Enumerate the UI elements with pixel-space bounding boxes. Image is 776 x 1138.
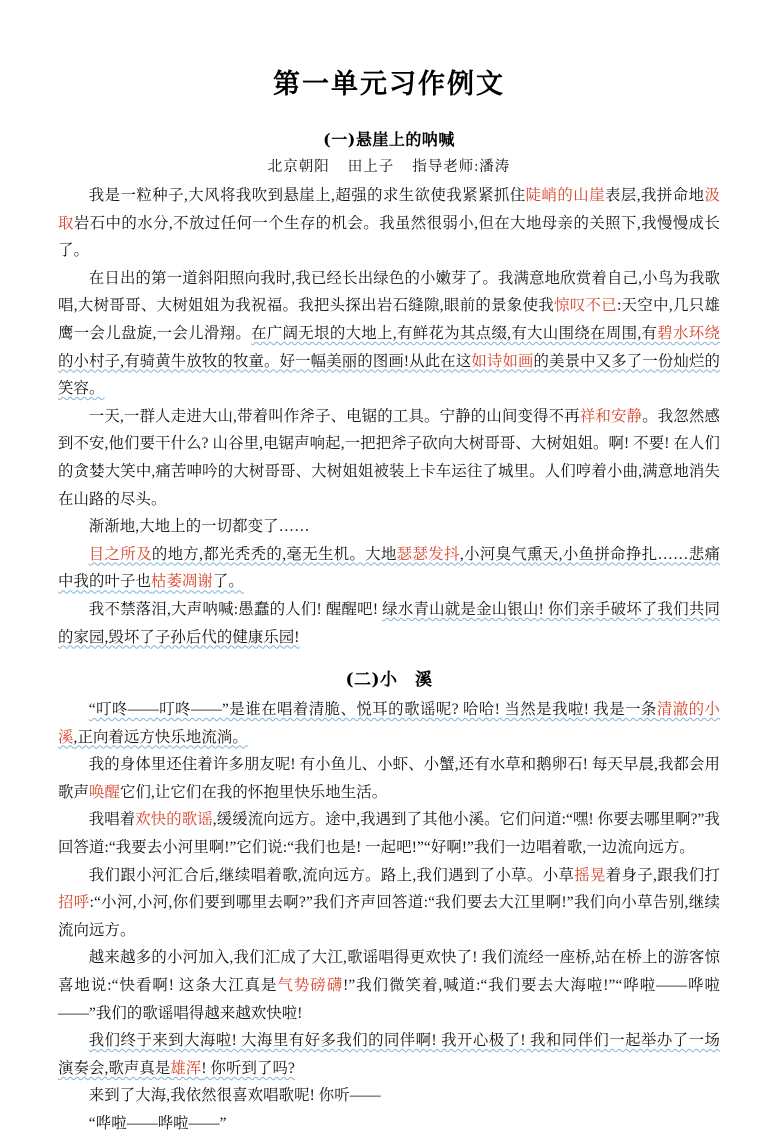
essay-1-heading: (一)悬崖上的呐喊	[323, 130, 455, 149]
wavy-underlined-text: 在广阔无垠的大地上,有鲜花为其点缀,有大山围绕在周围,有	[251, 324, 658, 342]
paragraph	[58, 1110, 720, 1138]
page-title: 第一单元习作例文	[273, 69, 505, 100]
byline-teacher-label: 指导老师:	[412, 159, 480, 175]
highlighted-term: 清澈的小溪	[58, 701, 721, 746]
essay-2-body	[58, 696, 720, 1138]
wavy-underlined-text: ,正向着远方快乐地流淌。	[73, 728, 248, 746]
body-text: ,缓缓流向远方。途中,我遇到了其他小溪。它们问道:“嘿! 你要去哪里啊?”我回答道:“我要去小河里啊!”它们说:“我们也是! 一起吧!”“好啊!”我们一边唱着歌,一边流向远方。	[58, 811, 720, 857]
body-text: :“小河,小河,你们要到哪里去啊?”我们齐声回答道:“我们要去大江里啊!”我们向小草告别,继续流向远方。	[58, 894, 721, 939]
highlighted-term: 陡峭的山崖	[525, 187, 605, 204]
wavy-underlined-text: ,小河臭气熏天,小鱼拼命挣扎……悲痛中我的叶子也	[58, 545, 720, 591]
paragraph	[58, 265, 720, 403]
highlighted-term: 惊叹不已	[554, 297, 618, 315]
wavy-underlined-text: “叮咚——叮咚——”是谁在唱着清脆、悦耳的歌谣呢? 哈哈! 当然是我啦! 我是一条	[88, 701, 657, 719]
wavy-underlined-text: 的地方,都光秃秃的,毫无生机。大地	[151, 545, 397, 563]
paragraph	[58, 696, 720, 751]
paragraph	[58, 944, 720, 1027]
body-text: 我们跟小河汇合后,继续唱着歌,流向远方。路上,我们遇到了小草。小草	[88, 866, 575, 884]
paragraph	[58, 541, 720, 596]
highlighted-term: 雄浑	[170, 1059, 202, 1077]
body-text: 我是一粒种子,大风将我吹到悬崖上,超强的求生欲使我紧紧抓住	[88, 187, 526, 204]
body-text: 来到了大海,我依然很喜欢唱歌呢! 你听——	[88, 1087, 381, 1105]
body-text: 岩石中的水分,不放过任何一个生存的机会。我虽然很弱小,但在大地母亲的关照下,我慢慢成长了。	[58, 214, 720, 260]
paragraph	[58, 862, 720, 945]
highlighted-term: 碧水环绕	[657, 324, 720, 342]
wavy-underlined-text: 的美景中又多了一份灿烂的笑容。	[58, 352, 720, 398]
wavy-underlined-text: 的小村子,有骑黄牛放牧的牧童。好一幅美丽的图画!从此在这	[58, 352, 472, 370]
wavy-underlined-text: 了。	[212, 573, 244, 591]
body-text: :天空中,几只雄鹰一会儿盘旋,一会儿滑翔。	[58, 297, 720, 342]
body-text: 我的身体里还住着许多朋友呢! 有小鱼儿、小虾、小蟹,还有水草和鹅卵石! 每天早晨,我都会用歌声	[58, 756, 720, 801]
highlighted-term: 招呼	[58, 894, 90, 912]
byline-teacher: 潘涛	[479, 159, 511, 175]
body-text: 越来越多的小河加入,我们汇成了大江,歌谣唱得更欢快了! 我们流经一座桥,站在桥上的游客惊喜地说:“快看啊! 这条大江真是	[58, 949, 720, 995]
highlighted-term: 摇晃	[574, 866, 606, 884]
paragraph	[58, 596, 720, 651]
body-text: 我不禁落泪,大声呐喊:愚蠢的人们! 醒醒吧!	[88, 600, 383, 618]
paragraph	[58, 1027, 720, 1082]
highlighted-term: 欢快的歌谣	[135, 811, 213, 829]
highlighted-term: 目之所及	[88, 545, 152, 563]
body-text: !”我们微笑着,喊道:“我们要去大海啦!”“哗啦——哗啦——”我们的歌谣唱得越来越欢快啦!	[58, 977, 721, 1022]
wavy-underlined-text: 绿水青山就是金山银山! 你们亲手破坏了我们共同的家园,毁坏了子孙后代的健康乐园!	[58, 600, 720, 646]
body-text: 在日出的第一道斜阳照向我时,我已经长出绿色的小嫩芽了。我满意地欣赏着自己,小鸟为我歌唱,大树哥哥、大树姐姐为我祝福。我把头探出岩石缝隙,眼前的景象使我	[58, 269, 720, 315]
byline-author: 田上子	[347, 159, 395, 175]
body-text: 我唱着	[88, 811, 136, 829]
body-text: 它们,让它们在我的怀抱里快乐地生活。	[119, 783, 388, 801]
essay-1-body	[58, 182, 720, 651]
essay-2-heading: (二)小 溪	[345, 670, 433, 691]
essay-section-1	[58, 127, 720, 651]
body-text: “哗啦——哗啦——”	[88, 1115, 227, 1132]
paragraph	[58, 751, 720, 806]
byline-location: 北京朝阳	[267, 159, 330, 175]
body-text: 表层,我拼命地	[604, 187, 705, 204]
wavy-underlined-text: ! 你听到了吗?	[201, 1059, 295, 1077]
highlighted-term: 如诗如画	[471, 352, 534, 370]
essay-section-2	[58, 665, 720, 1138]
wavy-underlined-text: 我们终于来到大海啦! 大海里有好多我们的同伴啊! 我开心极了! 我和同伴们一起举办了一场演奏会,歌声真是	[58, 1032, 720, 1077]
paragraph	[58, 403, 720, 513]
highlighted-term: 瑟瑟发抖	[396, 545, 460, 563]
highlighted-term: 汲取	[58, 187, 720, 232]
highlighted-term: 枯萎凋谢	[150, 573, 213, 591]
highlighted-term: 气势磅礴	[277, 977, 344, 995]
highlighted-term: 祥和安静	[579, 407, 643, 425]
paragraph	[58, 513, 720, 541]
body-text: 着身子,跟我们打	[605, 866, 721, 884]
body-text: 。我忽然感到不安,他们要干什么? 山谷里,电锯声响起,一把把斧子砍向大树哥哥、大树姐姐。啊! 不要! 在人们的贪婪大笑中,痛苦呻吟的大树哥哥、大树姐姐被装上卡车运往了城里。人们哼着小曲,满意地消失在山路的尽头。	[58, 407, 720, 508]
body-text: 渐渐地,大地上的一切都变了……	[88, 518, 310, 536]
essay-1-byline	[58, 155, 720, 176]
paragraph	[58, 806, 720, 861]
body-text: 一天,一群人走进大山,带着叫作斧子、电锯的工具。宁静的山间变得不再	[88, 407, 580, 425]
paragraph	[58, 1082, 720, 1110]
highlighted-term: 唤醒	[88, 783, 120, 801]
paragraph	[58, 182, 720, 265]
